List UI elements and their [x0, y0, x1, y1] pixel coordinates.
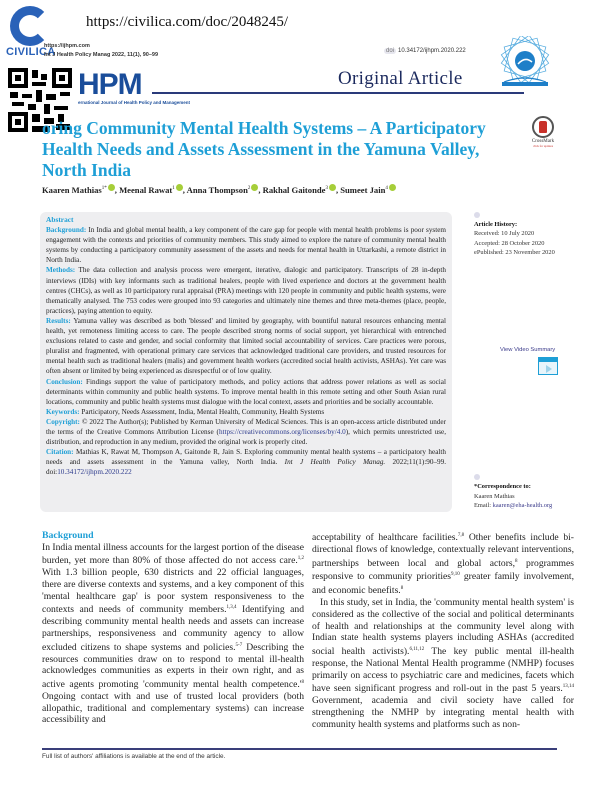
doi-icon: doi — [386, 48, 395, 54]
orcid-icon[interactable] — [389, 184, 396, 191]
epublished-date: ePublished: 23 November 2020 — [474, 249, 555, 257]
journal-url[interactable]: https://ijhpm.com — [44, 43, 90, 49]
abstract-conclusion: Conclusion: Findings support the value of participatory methods, and policy actions that address power relations as well as social determinants within community and public health systems. To improve mental health in this remote setting and other South Asian rural locations, community and public health systems must dialogue with the local context, assets and priorities and be socially accountable. — [46, 377, 446, 406]
doi-badge[interactable] — [384, 48, 466, 54]
body-column-right — [312, 530, 574, 730]
body-paragraph: In this study, set in India, the 'community mental health system' is considered as the collective of the social and political determinants of health and relationships at the community level along with Indian state health systems players including ASHAs (accredited social health activists).$^{6,11,12}$ The key public mental ill-health response, the National Mental Health programme (NMHP) focuses primarily on access to psychiatric care and medicines, facets which have seen significant progress and roll-out in the past 5 years.$^{13,14}$ Government, academia and civil society have called for strengthening the NMHP by integrating mental health with community health systems and platforms such as non- — [312, 597, 575, 730]
article-history — [474, 212, 594, 258]
body-paragraph: acceptability of healthcare facilities.$^{7,8}$ Other benefits include bi-directional flows of knowledge, contextually relevant interventions, partnerships between local and global actors,$^8$ programmes responsive to community priorities$^{9,10}$ greater family involvement, and economic benefits.$^8$ — [312, 532, 575, 597]
journal-citation-line: Int J Health Policy Manag 2022, 11(1), 90–99 — [44, 52, 159, 58]
journal-logo: HPM — [78, 68, 142, 101]
header-divider — [152, 92, 524, 94]
author: Meenal Rawat$^1$ — [119, 185, 183, 195]
footer-divider — [42, 748, 557, 750]
license-link[interactable]: https://creativecommons.org/licenses/by/4.0 — [218, 427, 346, 436]
journal-logo-subtitle: ernational Journal of Health Policy and Management — [78, 100, 191, 105]
orcid-icon[interactable] — [329, 184, 336, 191]
video-summary-link[interactable]: View Video Summary — [500, 347, 556, 353]
correspondence-heading: *Correspondence to: — [474, 483, 531, 490]
history-bullet-icon — [474, 212, 480, 218]
author: Rakhal Gaitonde$^3$ — [263, 185, 336, 195]
author: Sumeet Jain$^4$ — [340, 185, 396, 195]
crossmark-label: CrossMark — [531, 139, 555, 144]
section-heading-background: Background — [42, 530, 94, 541]
correspondence-email: Email: kaaren@eha-health.org — [474, 502, 553, 510]
abstract-box — [40, 212, 452, 512]
civilica-c-icon — [10, 6, 50, 46]
video-clapper-icon[interactable] — [538, 357, 558, 375]
abstract-methods: Methods: The data collection and analysis process were emergent, iterative, dialogic and participatory. Transcripts of 28 in-depth interviews (IDIs) with key informants such as traditional healers, people with lived experience and doctors at the government health centres (CHCs), as well as 10 participatory rural appraisal (PRA) meetings with 120 people in community and public health systems, were thematically analysed. The 753 codes were grouped into 93 categories and ultimately nine themes and three meta-themes (place, people, practices), paying attention to equity. — [46, 266, 446, 315]
body-paragraph: In India mental illness accounts for the largest portion of the disease burden, yet more than 80% of those affected do not access care.$^{1,2}$ With 1.3 billion people, 630 districts and 22 official languages, there are diverse contexts and systems, and a key component of this 'mental healthcare gap' is poor system responsiveness to the contexts and needs of community members.$^{1,3,4}$ Identifying and describing community mental health needs and assets can increase partnerships, responsiveness and community agency to allow excluded citizens to shape systems and policies.$^{5-7}$ Describing the resources communities draw on to respond to mental ill-health acknowledges communities as experts in their own right, and as active agents promoting 'community mental health $competence.'^8$ Ongoing contact with and use of trusted local providers (both allopathic, traditional and complementary systems) can increase accessibility and — [42, 541, 305, 726]
crossmark-sub: click for updates — [533, 144, 553, 148]
document-url[interactable]: https://civilica.com/doc/2048245/ — [86, 14, 289, 30]
abstract-citation: Citation: Mathias K, Rawat M, Thompson A, Gaitonde R, Jain S. Exploring community mental health systems – a participatory health needs and assets assessment in the Yamuna valley, North India. Int J Health Policy Manag. 2022;11(1):90–99. doi:10.34172/ijhpm.2020.222 — [46, 448, 446, 477]
orcid-icon[interactable] — [251, 184, 258, 191]
article-title: oring Community Mental Health Systems – A Participatory Health Needs and Assets Assessment in the Yamuna Valley, North India — [42, 118, 486, 180]
article-type: Original Article — [338, 68, 463, 89]
orcid-icon[interactable] — [176, 184, 183, 191]
doi-value: 10.34172/ijhpm.2020.222 — [398, 48, 466, 54]
author: Kaaren Mathias$^{1*}$ — [42, 185, 115, 195]
received-date: Received: 10 July 2020 — [474, 230, 535, 238]
accepted-date: Accepted: 28 October 2020 — [474, 239, 545, 247]
crossmark-button[interactable] — [528, 116, 558, 154]
journal-emblem-icon — [494, 36, 556, 92]
history-heading: Article History: — [474, 221, 518, 228]
correspondence-name: Kaaren Mathias — [474, 492, 515, 500]
correspondence-bullet-icon — [474, 474, 480, 480]
crossmark-icon — [532, 116, 554, 138]
abstract-results: Results: Yamuna valley was described as both 'blessed' and limited by geography, with bountiful natural resources enhancing mental health, yet remoteness limiting access to care. The people described strong norms of social support, yet hierarchical with entrenched exclusions related to caste and gender, and social conformity that limited social accountability of services. Care practices were porous, pluralist and fragmented, with operational primary care services that acknowledged traditional care providers, and trusted resources for mental health such as traditional healers (malis) and government health workers (accredited social health activists, ASHAs). Yet care was often absent or limited by being experienced as disrespectful or of low quality. — [46, 316, 446, 376]
abstract-keywords: Keywords: Participatory, Needs Assessment, India, Mental Health, Community, Health Systems — [46, 407, 325, 416]
abstract-heading: Abstract — [46, 215, 74, 224]
affiliations-footnote: Full list of authors' affiliations is available at the end of the article. — [42, 753, 226, 760]
author-list: Kaaren Mathias$^{1*}$ , Meenal Rawat$^1$ , Anna Thompson$^2$ , Rakhal Gaitonde$^3$ , Sumeet Jain$^4$ — [42, 184, 396, 195]
author: Anna Thompson$^2$ — [187, 185, 259, 195]
body-column-left — [42, 530, 304, 726]
abstract-background: Background: In India and global mental health, a key component of the care gap for people with mental health problems is poor system engagement with the contexts and priorities of community members. This study aimed to explore the nature of community mental health systems by conducting a participatory community assessment of the assets and needs for mental health in Uttarkashi, a remote district in North India. — [46, 226, 446, 265]
citation-doi-link[interactable]: 10.34172/ijhpm.2020.222 — [57, 468, 132, 477]
civilica-brand: CIVILICA — [6, 46, 56, 58]
orcid-icon[interactable] — [108, 184, 115, 191]
abstract-copyright: Copyright: © 2022 The Author(s); Published by Kerman University of Medical Sciences. This is an open-access article distributed under the terms of the Creative Commons Attribution License (https://creativecommons.org/licenses/by/4.0), which permits unrestricted use, distribution, and reproduction in any medium, provided the original work is properly cited. — [46, 417, 446, 447]
correspondence — [474, 474, 598, 511]
email-link[interactable]: kaaren@eha-health.org — [492, 502, 553, 510]
